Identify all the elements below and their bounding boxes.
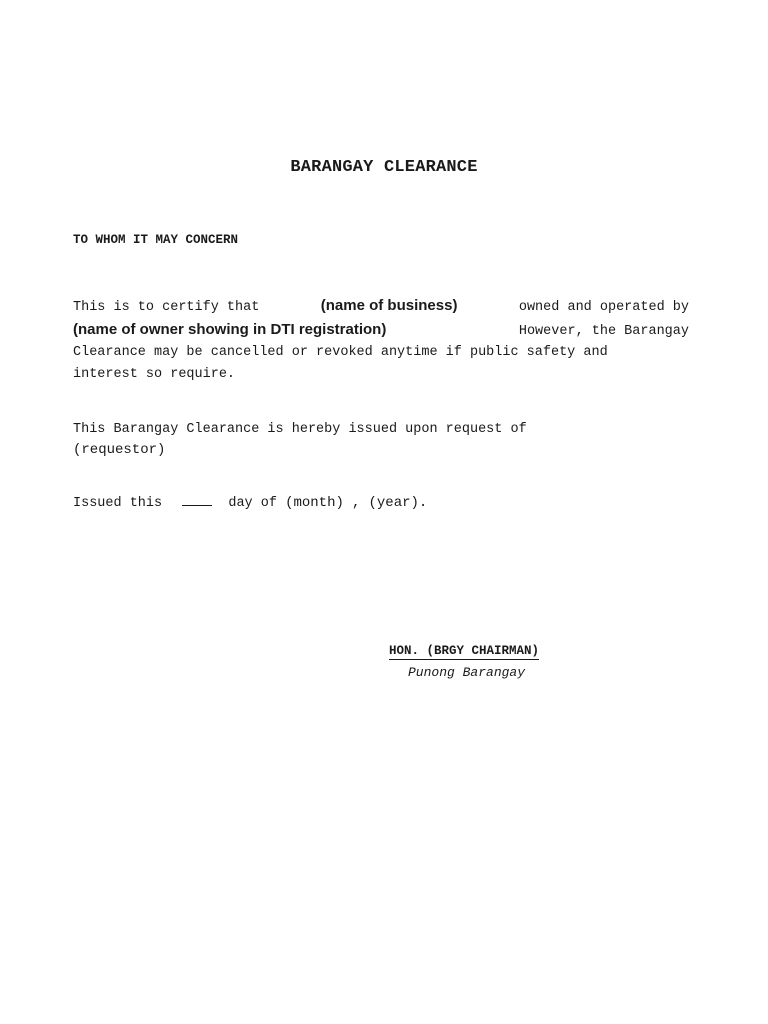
document-title: BARANGAY CLEARANCE	[290, 158, 478, 177]
salutation: TO WHOM IT MAY CONCERN	[73, 233, 239, 247]
certification-paragraph	[73, 295, 689, 385]
month-field: (month)	[285, 495, 344, 511]
owned-text: owned and operated by	[518, 300, 689, 315]
day-of-text: day of	[228, 496, 277, 511]
clearance-text: Clearance may be cancelled or revoked anytime if public safety and	[73, 345, 608, 360]
issued-prefix: Issued this	[73, 496, 163, 511]
however-text: However, the Barangay	[518, 323, 689, 339]
comma-text: ,	[351, 495, 361, 511]
issued-date-line	[73, 493, 427, 511]
year-field: (year).	[368, 495, 428, 511]
issuance-paragraph	[73, 419, 527, 461]
day-blank	[182, 493, 212, 506]
paragraph-line	[73, 364, 689, 386]
issuance-text: This Barangay Clearance is hereby issued upon request of	[73, 422, 527, 437]
certify-text: This is to certify that	[73, 300, 260, 315]
paragraph-line	[73, 319, 689, 343]
owner-name-field: (name of owner showing in DTI registration)	[73, 320, 387, 338]
signatory-name: HON. (BRGY CHAIRMAN)	[389, 644, 540, 658]
business-name-field: (name of business)	[320, 297, 458, 314]
interest-text: interest so require.	[73, 366, 236, 382]
paragraph-line	[73, 295, 689, 319]
requestor-field: (requestor)	[73, 442, 166, 458]
signatory-position: Punong Barangay	[408, 665, 526, 680]
paragraph-line	[73, 342, 689, 364]
